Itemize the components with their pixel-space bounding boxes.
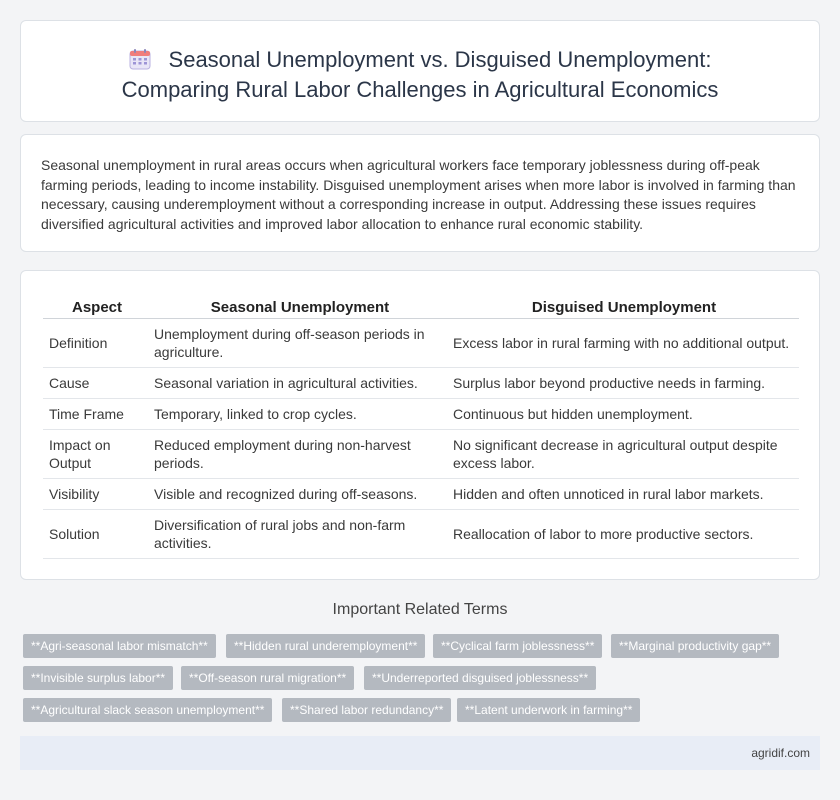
related-tag[interactable]: **Underreported disguised joblessness** <box>364 666 596 690</box>
related-tag[interactable]: **Hidden rural underemployment** <box>226 634 425 658</box>
table-header-row <box>43 295 799 319</box>
summary-text: Seasonal unemployment in rural areas occurs when agricultural workers face temporary joblessness during off-peak farming periods, leading to income instability. Disguised unemployment arises when more labor is involved in farming than necessary, causing underemployment without a corresponding increase in output. Addressing these issues requires diversified agricultural activities and improved labor allocation to enhance rural economic stability. <box>41 157 796 232</box>
disguised-cell: Excess labor in rural farming with no additional output. <box>449 319 799 368</box>
site-link[interactable]: agridif.com <box>751 746 810 760</box>
footer <box>20 736 820 770</box>
seasonal-cell: Visible and recognized during off-seasons. <box>151 479 449 510</box>
disguised-cell: Surplus labor beyond productive needs in farming. <box>449 368 799 399</box>
table-row <box>43 479 799 510</box>
comparison-card <box>20 270 820 580</box>
page-title <box>21 45 819 105</box>
related-tag[interactable]: **Off-season rural migration** <box>181 666 354 690</box>
aspect-cell: Visibility <box>43 479 151 510</box>
aspect-cell: Impact on Output <box>43 430 151 479</box>
aspect-cell: Solution <box>43 510 151 559</box>
related-tag[interactable]: **Latent underwork in farming** <box>457 698 640 722</box>
header-aspect: Aspect <box>43 295 151 319</box>
related-tag[interactable]: **Marginal productivity gap** <box>611 634 779 658</box>
disguised-cell: Hidden and often unnoticed in rural labor markets. <box>449 479 799 510</box>
seasonal-cell: Unemployment during off-season periods in agriculture. <box>151 319 449 368</box>
seasonal-cell: Reduced employment during non-harvest periods. <box>151 430 449 479</box>
header-disguised: Disguised Unemployment <box>449 295 799 319</box>
related-tag[interactable]: **Shared labor redundancy** <box>282 698 451 722</box>
seasonal-cell: Temporary, linked to crop cycles. <box>151 399 449 430</box>
table-row <box>43 510 799 559</box>
title-line-1: Seasonal Unemployment vs. Disguised Unemployment: <box>168 47 712 72</box>
related-tag[interactable]: **Invisible surplus labor** <box>23 666 173 690</box>
seasonal-cell: Seasonal variation in agricultural activities. <box>151 368 449 399</box>
aspect-cell: Definition <box>43 319 151 368</box>
disguised-cell: Continuous but hidden unemployment. <box>449 399 799 430</box>
comparison-table <box>43 295 799 559</box>
table-row <box>43 368 799 399</box>
table-row <box>43 319 799 368</box>
title-card <box>20 20 820 122</box>
disguised-cell: Reallocation of labor to more productive sectors. <box>449 510 799 559</box>
related-tag[interactable]: **Agri-seasonal labor mismatch** <box>23 634 216 658</box>
table-row <box>43 430 799 479</box>
calendar-icon <box>129 48 151 70</box>
aspect-cell: Cause <box>43 368 151 399</box>
related-tag[interactable]: **Cyclical farm joblessness** <box>433 634 602 658</box>
table-row <box>43 399 799 430</box>
aspect-cell: Time Frame <box>43 399 151 430</box>
title-line-2: Comparing Rural Labor Challenges in Agricultural Economics <box>121 77 719 102</box>
related-tag[interactable]: **Agricultural slack season unemployment** <box>23 698 272 722</box>
summary-card <box>20 134 820 252</box>
header-seasonal: Seasonal Unemployment <box>151 295 449 319</box>
disguised-cell: No significant decrease in agricultural output despite excess labor. <box>449 430 799 479</box>
seasonal-cell: Diversification of rural jobs and non-farm activities. <box>151 510 449 559</box>
title-block <box>21 45 819 105</box>
related-terms-heading: Important Related Terms <box>332 601 508 618</box>
